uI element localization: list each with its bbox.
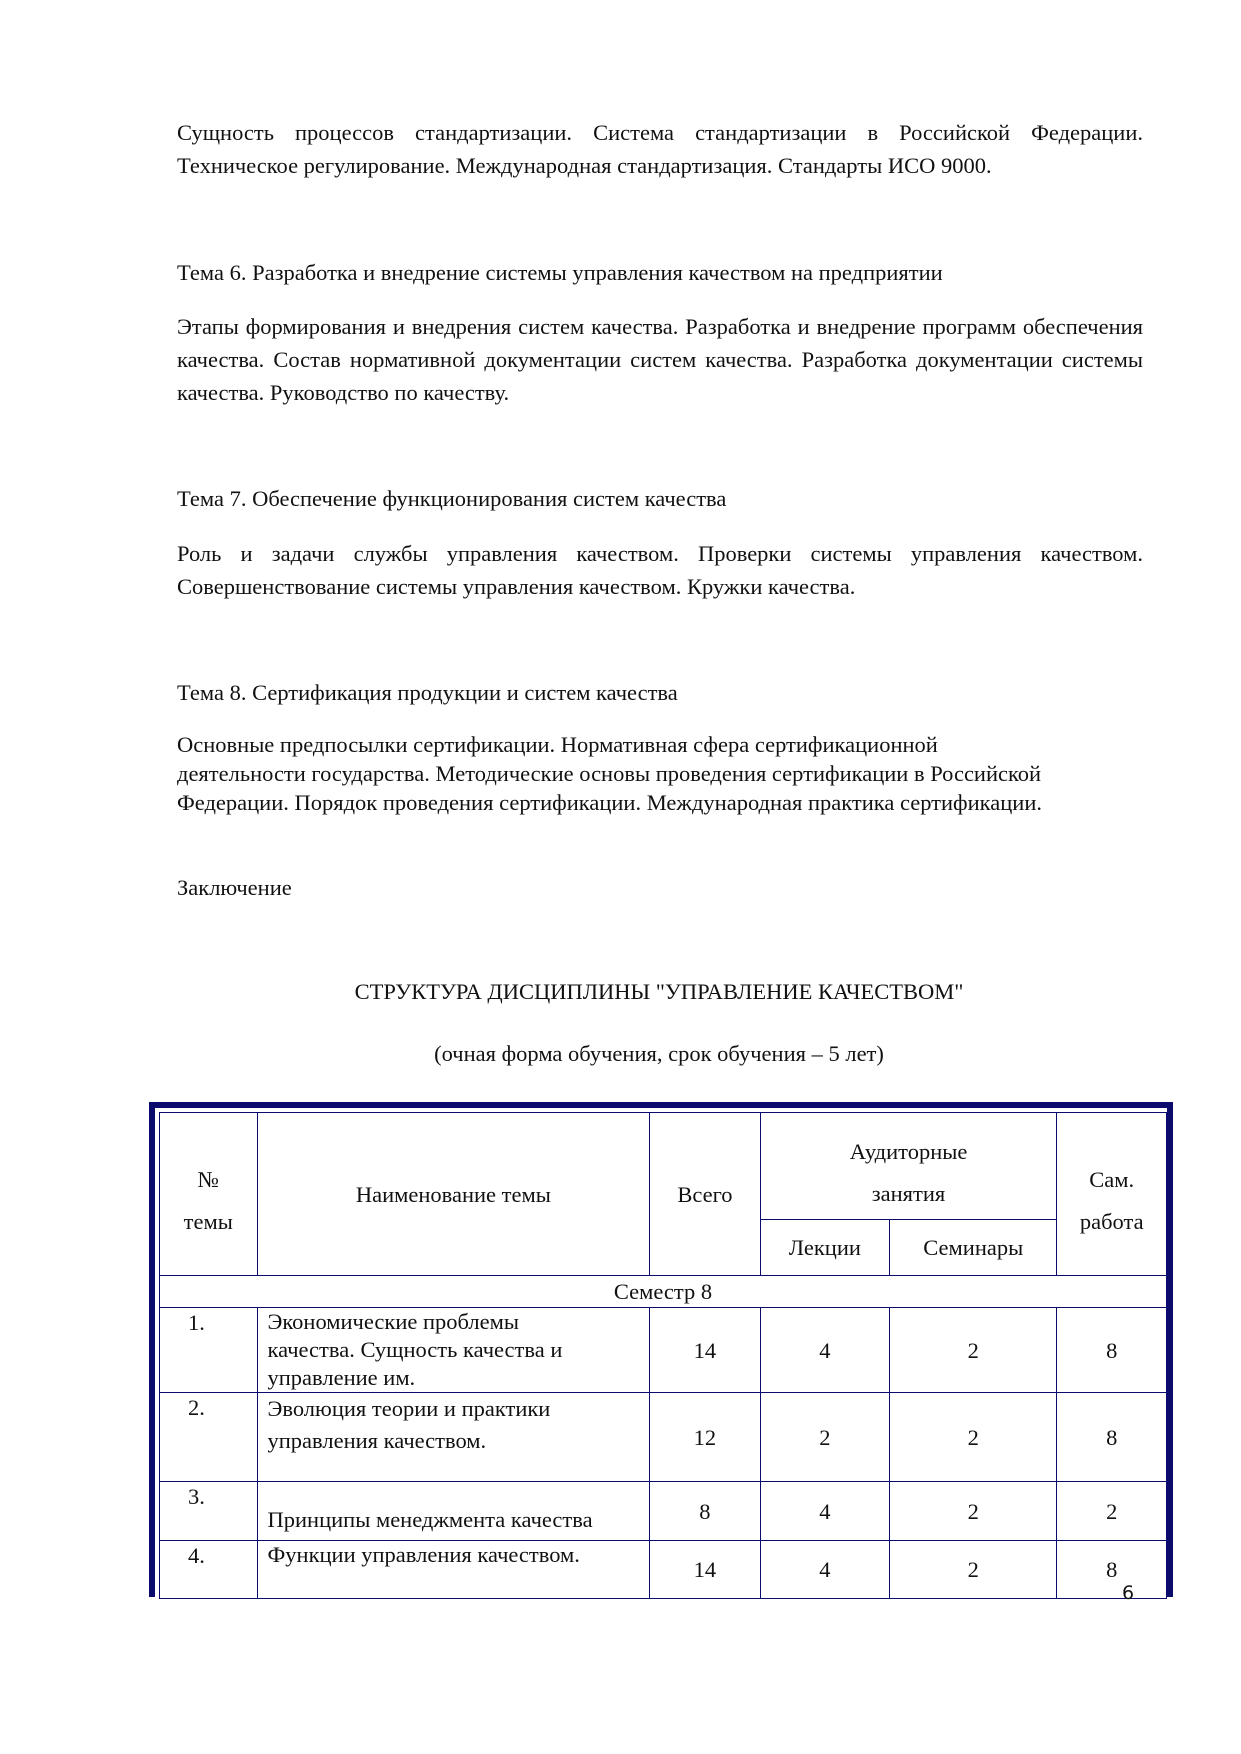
row-topic-name — [257, 1393, 650, 1482]
topic-6-title: Тема 6. Разработка и внедрение системы управления качеством на предприятии — [177, 260, 943, 285]
header-num-label: № — [197, 1166, 219, 1192]
table-row — [160, 1308, 1167, 1393]
row-topic-name — [257, 1541, 650, 1599]
topic-7-title: Тема 7. Обеспечение функционирования систем качества — [177, 486, 727, 511]
row-total: 8 — [650, 1482, 760, 1541]
structure-title: СТРУКТУРА ДИСЦИПЛИНЫ "УПРАВЛЕНИЕ КАЧЕСТВОМ" — [354, 979, 964, 1004]
table-row — [160, 1541, 1167, 1599]
topic-8-body — [177, 730, 1143, 817]
row-topic-name-line: Экономические проблемы — [267, 1309, 519, 1334]
header-num-label: темы — [183, 1208, 233, 1234]
discipline-structure-table-frame — [149, 1102, 1173, 1597]
row-topic-name-line: качества. Сущность качества и — [267, 1337, 563, 1362]
row-seminars: 2 — [890, 1541, 1057, 1599]
page-number: 6 — [1122, 1582, 1135, 1604]
row-topic-name-line: управление им. — [267, 1365, 416, 1390]
row-num: 4. — [160, 1541, 258, 1599]
header-self-work-label: Сам. — [1089, 1166, 1135, 1192]
row-seminars: 2 — [890, 1308, 1057, 1393]
table-row — [160, 1393, 1167, 1482]
header-auditorium-label: Аудиторные — [849, 1138, 968, 1164]
row-topic-name-line: Эволюция теории и практики — [267, 1396, 551, 1421]
discipline-structure-table — [159, 1112, 1167, 1599]
header-num-cell — [160, 1113, 258, 1276]
row-self-work: 2 — [1057, 1482, 1167, 1541]
topic-6-body: Этапы формирования и внедрения систем качества. Разработка и внедрение программ обеспечения качества. Состав нормативной документации систем качества. Разработка документации системы качества. Руководство по качеству. — [177, 314, 1143, 405]
row-topic-name-line: Функции управления качеством. — [267, 1542, 580, 1567]
conclusion-heading: Заключение — [177, 875, 292, 900]
topic-8-title: Тема 8. Сертификация продукции и систем качества — [177, 680, 678, 705]
topic-8-body-line: Федерации. Порядок проведения сертификации. Международная практика сертификации. — [177, 790, 1042, 815]
row-total: 14 — [650, 1308, 760, 1393]
topic-7-body: Роль и задачи службы управления качеством. Проверки системы управления качеством. Совершенствование системы управления качеством. Кружки качества. — [177, 541, 1143, 599]
row-self-work: 8 — [1057, 1308, 1167, 1393]
intro-paragraph: Сущность процессов стандартизации. Система стандартизации в Российской Федерации. Техническое регулирование. Международная стандартизация. Стандарты ИСО 9000. — [177, 120, 1143, 178]
row-topic-name — [257, 1308, 650, 1393]
structure-subtitle: (очная форма обучения, срок обучения – 5 лет) — [434, 1041, 884, 1066]
row-total: 14 — [650, 1541, 760, 1599]
row-topic-name-line: управления качеством. — [267, 1428, 487, 1453]
row-lectures: 4 — [760, 1482, 889, 1541]
row-lectures: 4 — [760, 1541, 889, 1599]
header-seminars-cell: Семинары — [890, 1220, 1057, 1276]
header-auditorium-cell — [760, 1113, 1057, 1220]
row-lectures: 2 — [760, 1393, 889, 1482]
row-self-work: 8 — [1057, 1393, 1167, 1482]
row-num: 1. — [160, 1308, 258, 1393]
row-topic-name-line: Принципы менеджмента качества — [267, 1507, 593, 1532]
row-topic-name — [257, 1482, 650, 1541]
row-seminars: 2 — [890, 1393, 1057, 1482]
row-total: 12 — [650, 1393, 760, 1482]
header-self-work-cell — [1057, 1113, 1167, 1276]
row-num: 2. — [160, 1393, 258, 1482]
table-row — [160, 1482, 1167, 1541]
header-total-cell: Всего — [650, 1113, 760, 1276]
row-num: 3. — [160, 1482, 258, 1541]
header-name-cell: Наименование темы — [257, 1113, 650, 1276]
row-self-work: 8 — [1057, 1541, 1167, 1599]
row-lectures: 4 — [760, 1308, 889, 1393]
row-seminars: 2 — [890, 1482, 1057, 1541]
header-auditorium-label: занятия — [871, 1180, 946, 1206]
topic-8-body-line: деятельности государства. Методические основы проведения сертификации в Российской — [177, 761, 1042, 786]
header-lectures-cell: Лекции — [760, 1220, 889, 1276]
header-self-work-label: работа — [1079, 1208, 1144, 1234]
topic-8-body-line: Основные предпосылки сертификации. Нормативная сфера сертификационной — [177, 732, 938, 757]
semester-row: Семестр 8 — [160, 1276, 1167, 1308]
